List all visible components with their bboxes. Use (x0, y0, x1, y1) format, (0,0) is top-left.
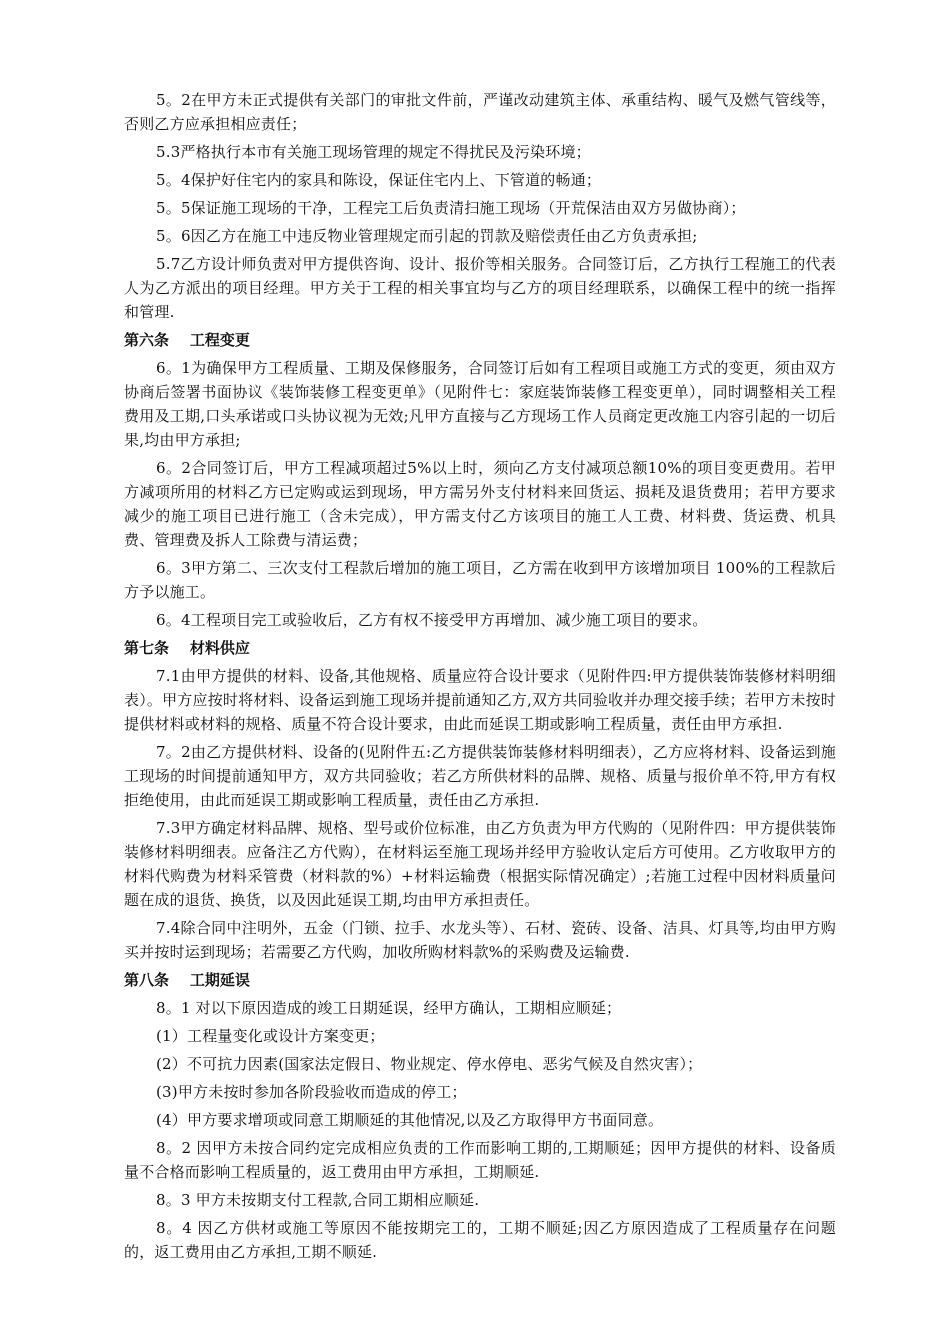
article-6-heading: 第六条 工程变更 (124, 331, 250, 349)
clause-5-7: 5.7乙方设计师负责对甲方提供咨询、设计、报价等相关服务。合同签订后，乙方执行工程施工的代表人为乙方派出的项目经理。甲方关于工程的相关事宜均与乙方的项目经理联系，以确保工程中的统一指挥和管理. (124, 255, 836, 321)
clause-6-4: 6。4工程项目完工或验收后，乙方有权不接受甲方再增加、减少施工项目的要求。 (156, 611, 708, 629)
clause-8-1-item-4: (4）甲方要求增项或同意工期顺延的其他情况,以及乙方取得甲方书面同意。 (156, 1111, 664, 1129)
clause-7-4: 7.4除合同中注明外，五金（门锁、拉手、水龙头等）、石材、瓷砖、设备、洁具、灯具等,均由甲方购买并按时运到现场；若需要乙方代购，加收所购材料款%的采购费及运输费. (124, 919, 836, 961)
article-8-heading: 第八条 工期延误 (124, 971, 250, 989)
document-page (124, 88, 836, 1268)
clause-7-3: 7.3甲方确定材料品牌、规格、型号或价位标准，由乙方负责为甲方代购的（见附件四：甲方提供装饰装修材料明细表。应备注乙方代购），在材料运至施工现场并经甲方验收认定后方可使用。乙方收取甲方的材料代购费为材料采管费（材料款的%）+材料运输费（根据实际情况确定）;若施工过程中因材料质量问题在成的退货、换货，以及因此延误工期,均由甲方承担责任。 (124, 819, 836, 909)
clause-8-2: 8。2 因甲方未按合同约定完成相应负责的工作而影响工期的,工期顺延；因甲方提供的材料、设备质量不合格而影响工程质量的，返工费用由甲方承担，工期顺延. (124, 1139, 836, 1181)
article-7-heading: 第七条 材料供应 (124, 639, 250, 657)
clause-7-1: 7.1由甲方提供的材料、设备,其他规格、质量应符合设计要求（见附件四:甲方提供装饰装修材料明细表）。甲方应按时将材料、设备运到施工现场并提前通知乙方,双方共同验收并办理交接手续；若甲方未按时提供材料或材料的规格、质量不符合设计要求，由此而延误工期或影响工程质量，责任由甲方承担. (124, 667, 836, 733)
clause-6-2: 6。2合同签订后，甲方工程减项超过5%以上时，须向乙方支付减项总额10%的项目变更费用。若甲方减项所用的材料乙方已定购或运到现场，甲方需另外支付材料来回货运、损耗及退货费用；若甲方要求减少的施工项目已进行施工（含未完成），甲方需支付乙方该项目的施工人工费、材料费、货运费、机具费、管理费及拆人工除费与清运费； (124, 459, 836, 549)
section-7 (124, 636, 836, 964)
clause-8-1-item-3: (3)甲方未按时参加各阶段验收而造成的停工； (156, 1083, 467, 1101)
clause-5-3: 5.3严格执行本市有关施工现场管理的规定不得扰民及污染环境； (156, 143, 591, 161)
clause-8-1-item-2: (2）不可抗力因素(国家法定假日、物业规定、停水停电、恶劣气候及自然灾害）； (156, 1055, 703, 1073)
clause-6-3: 6。3甲方第二、三次支付工程款后增加的施工项目，乙方需在收到甲方该增加项目 100%的工程款后方予以施工。 (124, 559, 836, 601)
clause-8-3: 8。3 甲方未按期支付工程款,合同工期相应顺延. (156, 1191, 480, 1209)
clause-5-5: 5。5保证施工现场的干净，工程完工后负责清扫施工现场（开荒保洁由双方另做协商）； (156, 199, 746, 217)
section-6 (124, 328, 836, 632)
section-8 (124, 968, 836, 1264)
clause-8-1-item-1: (1）工程量变化或设计方案变更； (156, 1027, 385, 1045)
clause-8-1: 8。1 对以下原因造成的竣工日期延误，经甲方确认，工期相应顺延； (156, 999, 622, 1017)
clause-8-4: 8。4 因乙方供材或施工等原因不能按期完工的，工期不顺延;因乙方原因造成了工程质量存在问题的，返工费用由乙方承担,工期不顺延. (124, 1219, 836, 1261)
clause-5-2: 5。2在甲方未正式提供有关部门的审批文件前，严谨改动建筑主体、承重结构、暖气及燃气管线等，否则乙方应承担相应责任； (124, 91, 836, 133)
clause-7-2: 7。2由乙方提供材料、设备的(见附件五:乙方提供装饰装修材料明细表），乙方应将材料、设备运到施工现场的时间提前通知甲方，双方共同验收；若乙方所供材料的品牌、规格、质量与报价单不符,甲方有权拒绝使用，由此而延误工期或影响工程质量，责任由乙方承担. (124, 743, 836, 809)
clause-6-1: 6。1为确保甲方工程质量、工期及保修服务，合同签订后如有工程项目或施工方式的变更，须由双方协商后签署书面协议《装饰装修工程变更单》（见附件七：家庭装饰装修工程变更单），同时调整相关工程费用及工期,口头承诺或口头协议视为无效;凡甲方直接与乙方现场工作人员商定更改施工内容引起的一切后果,均由甲方承担; (124, 359, 836, 449)
section-5 (124, 88, 836, 324)
clause-5-4: 5。4保护好住宅内的家具和陈设，保证住宅内上、下管道的畅通； (156, 171, 602, 189)
clause-5-6: 5。6因乙方在施工中违反物业管理规定而引起的罚款及赔偿责任由乙方负责承担; (156, 227, 698, 245)
